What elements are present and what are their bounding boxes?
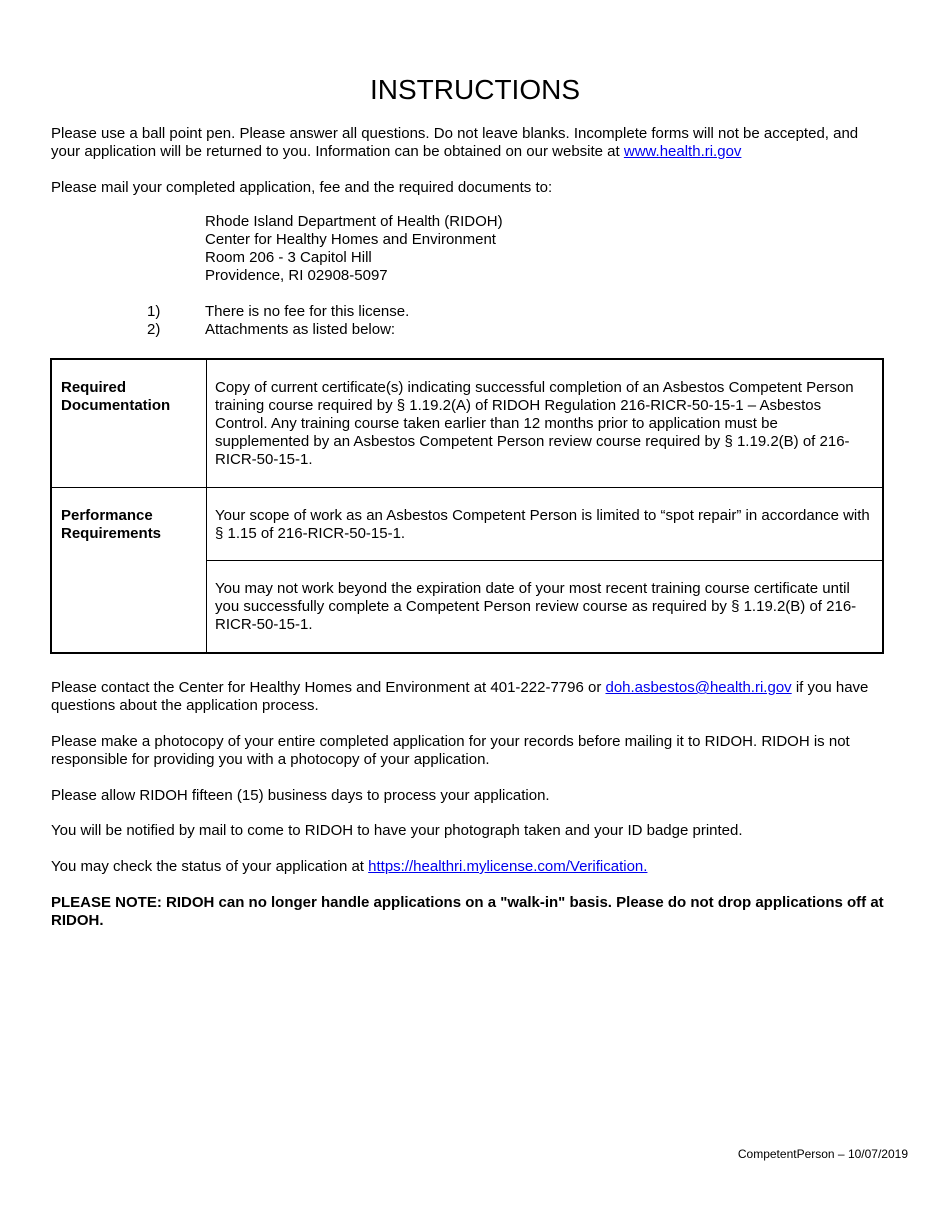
required-documentation-text: Copy of current certificate(s) indicating successful completion of an Asbestos Competent Person training course required by § 1.19.2(A) of RIDOH Regulation 216-RICR-50-15-1 – Asbestos Control. Any training course taken earlier than 12 months prior to application must be supplemented by an Asbestos Competent Person review course required by § 1.19.2(B) of 216-RICR-50-15-1.: [207, 359, 884, 488]
please-note: PLEASE NOTE: RIDOH can no longer handle applications on a "walk-in" basis. Please do not drop applications off at RIDOH.: [51, 894, 884, 929]
address-line-1: Rhode Island Department of Health (RIDOH): [205, 213, 503, 230]
mail-instruction: Please mail your completed application, fee and the required documents to:: [51, 179, 553, 196]
performance-requirement-1: Your scope of work as an Asbestos Competent Person is limited to “spot repair” in accordance with § 1.15 of 216-RICR-50-15-1.: [207, 488, 884, 561]
list-item: [147, 303, 747, 321]
list-item: [147, 321, 747, 339]
address-line-2: Center for Healthy Homes and Environment: [205, 231, 496, 248]
notification-paragraph: You will be notified by mail to come to RIDOH to have your photograph taken and your ID badge printed.: [51, 822, 743, 839]
table-row: [51, 359, 883, 488]
contact-text-after: if you have questions about the application process.: [51, 679, 869, 714]
intro-paragraph: [51, 125, 891, 161]
list-text: Attachments as listed below:: [205, 321, 396, 338]
address-line-3: Room 206 - 3 Capitol Hill: [205, 249, 372, 266]
performance-requirements-label: Performance Requirements: [51, 488, 207, 654]
photocopy-paragraph: Please make a photocopy of your entire completed application for your records before mailing it to RIDOH. RIDOH is not responsible for providing you with a photocopy of your application.: [51, 733, 850, 768]
website-link[interactable]: www.health.ri.gov: [623, 143, 742, 160]
intro-text: Please use a ball point pen. Please answer all questions. Do not leave blanks. Incomplete forms will not be accepted, and your application will be returned to you. Information can be obtained on our website at: [51, 125, 859, 160]
status-text: You may check the status of your application at: [51, 858, 369, 875]
processing-paragraph: Please allow RIDOH fifteen (15) business days to process your application.: [51, 787, 550, 804]
email-link[interactable]: doh.asbestos@health.ri.gov: [605, 679, 792, 696]
address-line-4: Providence, RI 02908-5097: [205, 267, 388, 284]
contact-paragraph: [51, 679, 891, 715]
performance-requirement-2: You may not work beyond the expiration date of your most recent training course certificate until you successfully complete a Competent Person review course as required by § 1.19.2(B) of 216-RICR-50-15-1.: [207, 561, 884, 654]
verification-link[interactable]: https://healthri.mylicense.com/Verification.: [368, 858, 648, 875]
required-documentation-label: Required Documentation: [51, 359, 207, 488]
footer-form-id: CompetentPerson – 10/07/2019: [737, 1147, 908, 1161]
mailing-address: [205, 213, 705, 285]
requirements-table: [50, 358, 884, 654]
table-row: [51, 488, 883, 561]
list-number: 1): [147, 303, 161, 320]
contact-text-before: Please contact the Center for Healthy Homes and Environment at 401-222-7796 or: [51, 679, 606, 696]
numbered-list: [147, 303, 747, 339]
page-title: INSTRUCTIONS: [370, 74, 580, 105]
list-text: There is no fee for this license.: [205, 303, 410, 320]
status-paragraph: [51, 858, 891, 876]
list-number: 2): [147, 321, 161, 338]
